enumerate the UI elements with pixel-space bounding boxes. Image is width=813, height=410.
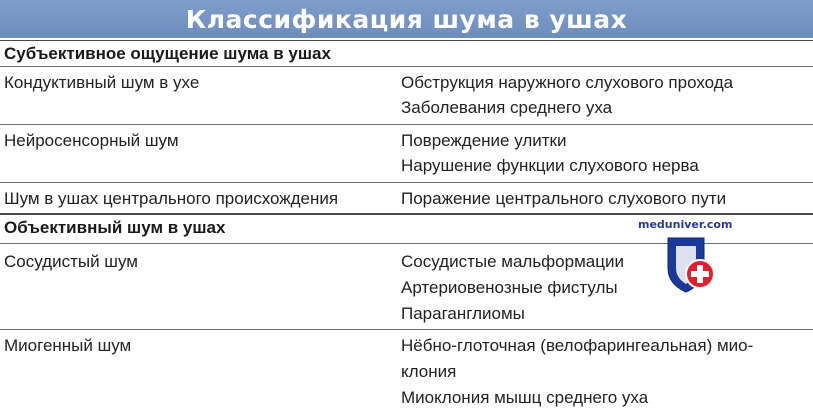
- divider: [0, 124, 813, 125]
- meduniver-logo: [638, 218, 732, 298]
- row-cause: Нёбно-глоточная (велофарингеальная) мио-: [401, 336, 754, 355]
- page-title: Классификация шума в ушах: [185, 4, 628, 34]
- row-type: Шум в ушах центрального происхождения: [4, 189, 339, 208]
- title-bar: [0, 0, 813, 38]
- row-cause: Повреждение улитки: [401, 131, 567, 150]
- row-cause: клония: [401, 362, 457, 381]
- row-cause: Миоклония мышц среднего уха: [401, 388, 649, 407]
- row-type: Нейросенсорный шум: [4, 131, 179, 150]
- divider: [0, 66, 813, 67]
- watermark-text: meduniver.com: [638, 218, 733, 231]
- row-cause: Артериовенозные фистулы: [401, 278, 618, 297]
- row-cause: Обструкция наружного слухового прохода: [401, 73, 734, 92]
- section-heading-objective: Объективный шум в ушах: [0, 215, 813, 241]
- row-cause: Заболевания среднего уха: [401, 98, 613, 117]
- row-cause: Параганглиомы: [401, 304, 525, 323]
- row-cause: Поражение центрального слухового пути: [401, 189, 727, 208]
- shield-icon: [638, 218, 732, 298]
- row-type: Сосудистый шум: [4, 252, 138, 271]
- row-cause: Сосудистые мальформации: [401, 252, 624, 271]
- section-heading-subjective: Субъективное ощущение шума в ушах: [0, 41, 813, 67]
- divider: [0, 329, 813, 330]
- row-type: Кондуктивный шум в ухе: [4, 73, 200, 92]
- row-cause: Нарушение функции слухового нерва: [401, 156, 699, 175]
- row-type: Миогенный шум: [4, 336, 132, 355]
- divider: [0, 182, 813, 183]
